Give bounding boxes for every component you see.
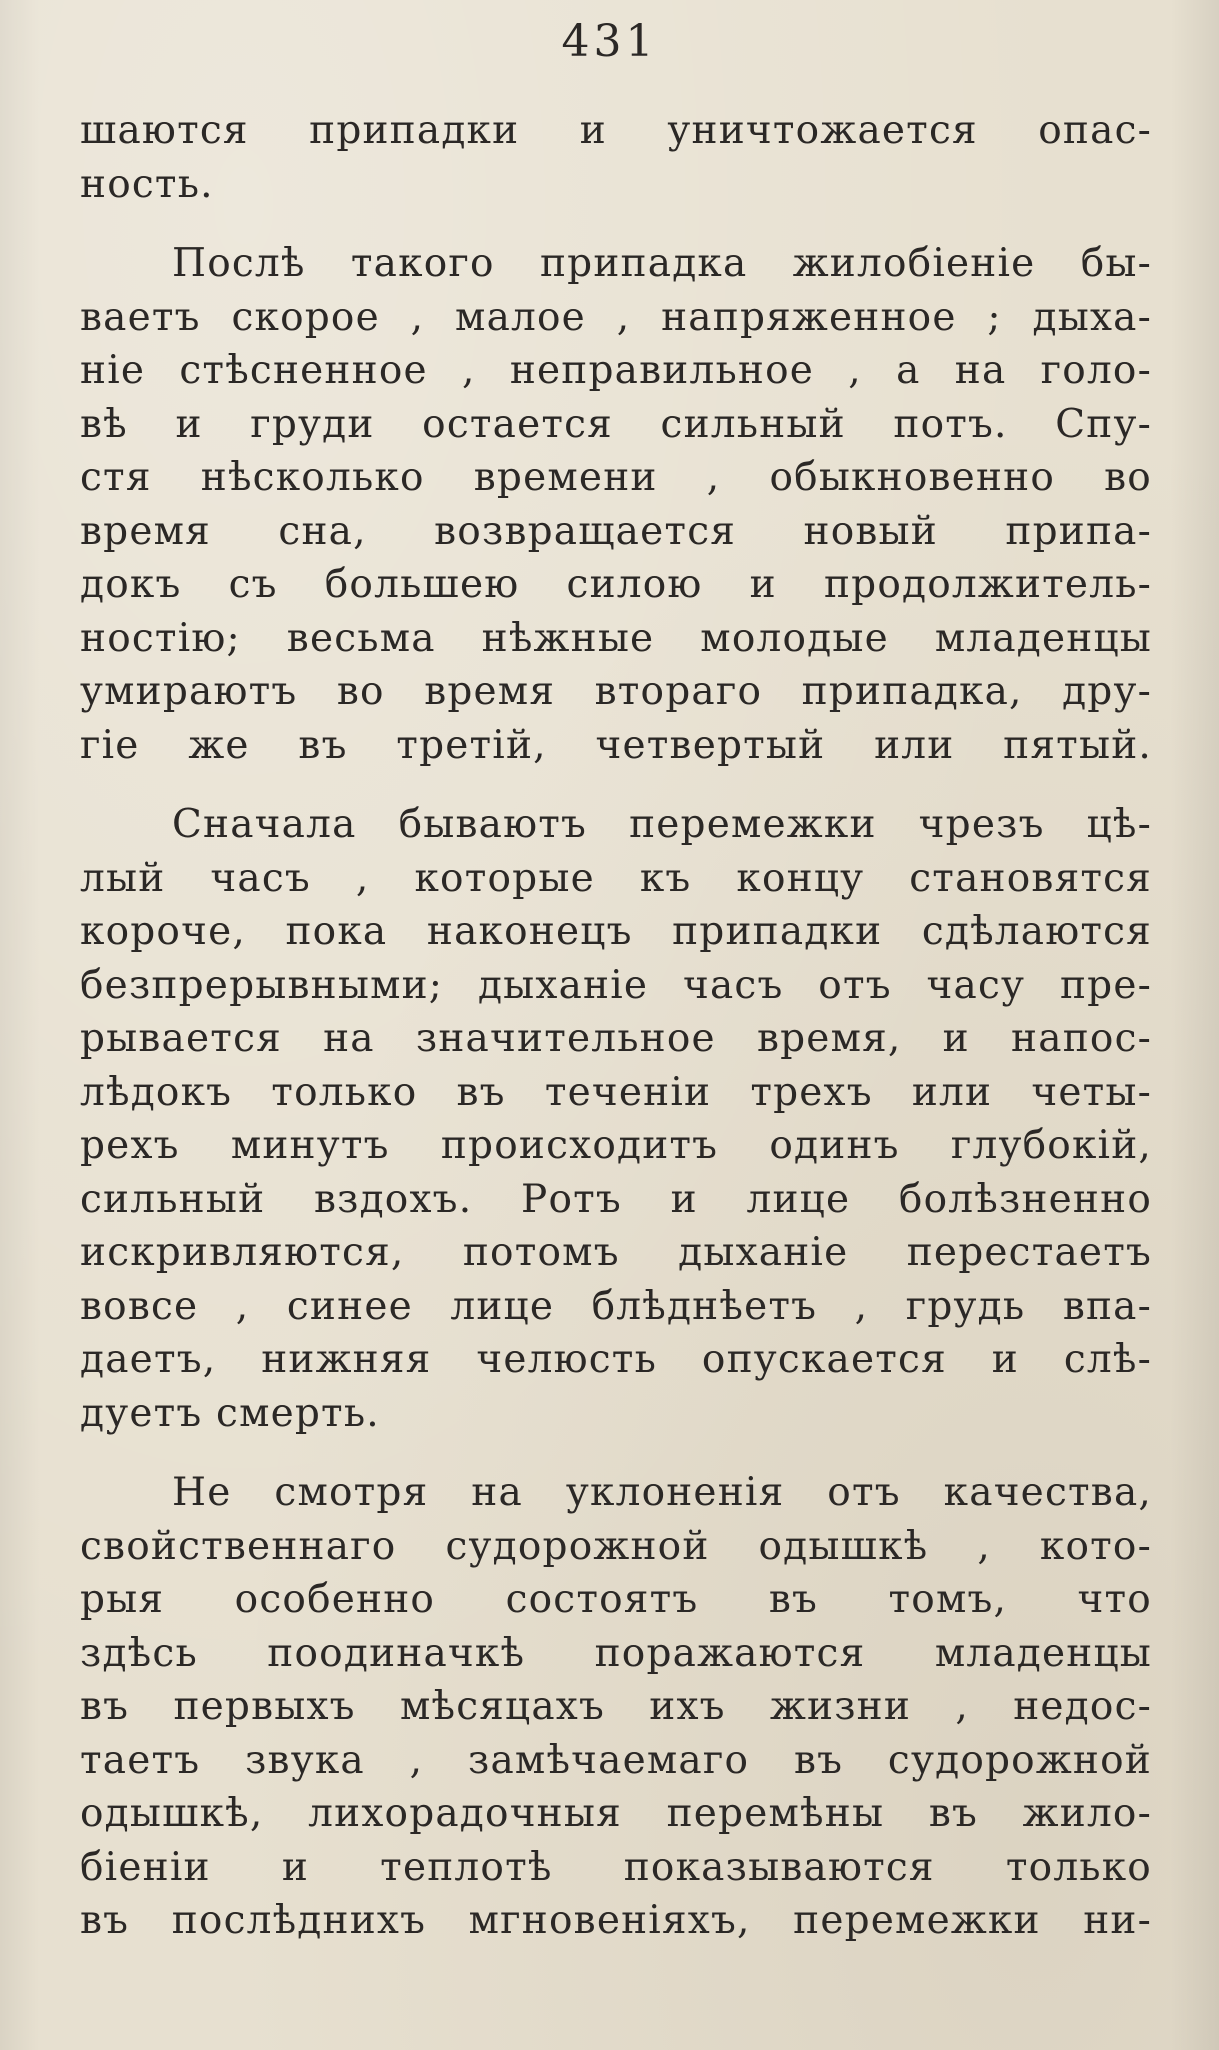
paragraph: [80, 1466, 1152, 1948]
page-number: 431: [561, 16, 658, 67]
text-line: даетъ, нижняя челюсть опускается и слѣ-: [80, 1337, 1152, 1382]
text-line: лѣдокъ только въ теченіи трехъ или четы-: [80, 1069, 1152, 1115]
text-line: ваетъ скорое , малое , напряженное ; дыха-: [80, 294, 1152, 340]
text-line: свойственнаго судорожной одышкѣ , кото-: [80, 1523, 1152, 1569]
text-line: въ послѣднихъ мгновеніяхъ, перемежки ни-: [80, 1898, 1152, 1943]
text-line: рыя особенно состоятъ въ томъ, что: [80, 1577, 1152, 1622]
text-line: Не смотря на уклоненія отъ качества,: [172, 1470, 1152, 1515]
text-line: время сна, возвращается новый припа-: [80, 508, 1152, 554]
text-line: одышкѣ, лихорадочныя перемѣны въ жило-: [80, 1791, 1152, 1836]
text-line: короче, пока наконецъ припадки сдѣлаются: [80, 909, 1152, 954]
paragraph: [80, 104, 1152, 211]
text-line: умираютъ во время втораго припадка, дру-: [80, 669, 1152, 714]
text-line: Сначала бываютъ перемежки чрезъ цѣ-: [172, 802, 1152, 847]
text-line: Послѣ такого припадка жилобіеніе бы-: [172, 241, 1152, 286]
text-line: сильный вздохъ. Ротъ и лице болѣзненно: [80, 1176, 1152, 1222]
text-line: ность.: [80, 161, 214, 207]
text-line: искривляются, потомъ дыханіе перестаетъ: [80, 1230, 1152, 1275]
text-line: лый часъ , которые къ концу становятся: [80, 855, 1152, 901]
text-line: таетъ звука , замѣчаемаго въ судорожной: [80, 1737, 1152, 1783]
text-line: докъ съ большею силою и продолжитель-: [80, 562, 1152, 607]
text-line: вѣ и груди остается сильный потъ. Спу-: [80, 401, 1152, 447]
text-line: въ первыхъ мѣсяцахъ ихъ жизни , недос-: [80, 1684, 1152, 1729]
text-line: біеніи и теплотѣ показываются только: [80, 1844, 1152, 1890]
text-line: безпрерывными; дыханіе часъ отъ часу пре-: [80, 962, 1152, 1008]
text-line: ніе стѣсненное , неправильное , а на голо-: [80, 348, 1152, 393]
text-line: рывается на значительное время, и напос-: [80, 1016, 1152, 1061]
text-line: шаются припадки и уничтожается опас-: [80, 108, 1152, 153]
text-body: [80, 104, 1152, 1948]
text-line: дуетъ смерть.: [80, 1390, 380, 1436]
text-line: рехъ минутъ происходитъ одинъ глубокій,: [80, 1123, 1152, 1168]
paragraph: [80, 237, 1152, 772]
text-line: здѣсь поодиначкѣ поражаются младенцы: [80, 1630, 1152, 1676]
text-line: стя нѣсколько времени , обыкновенно во: [80, 455, 1152, 500]
text-line: вовсе , синее лице блѣднѣетъ , грудь впа-: [80, 1283, 1152, 1329]
text-line: гіе же въ третій, четвертый или пятый.: [80, 722, 1152, 768]
paragraph: [80, 798, 1152, 1440]
text-line: ностію; весьма нѣжные молодые младенцы: [80, 615, 1152, 661]
